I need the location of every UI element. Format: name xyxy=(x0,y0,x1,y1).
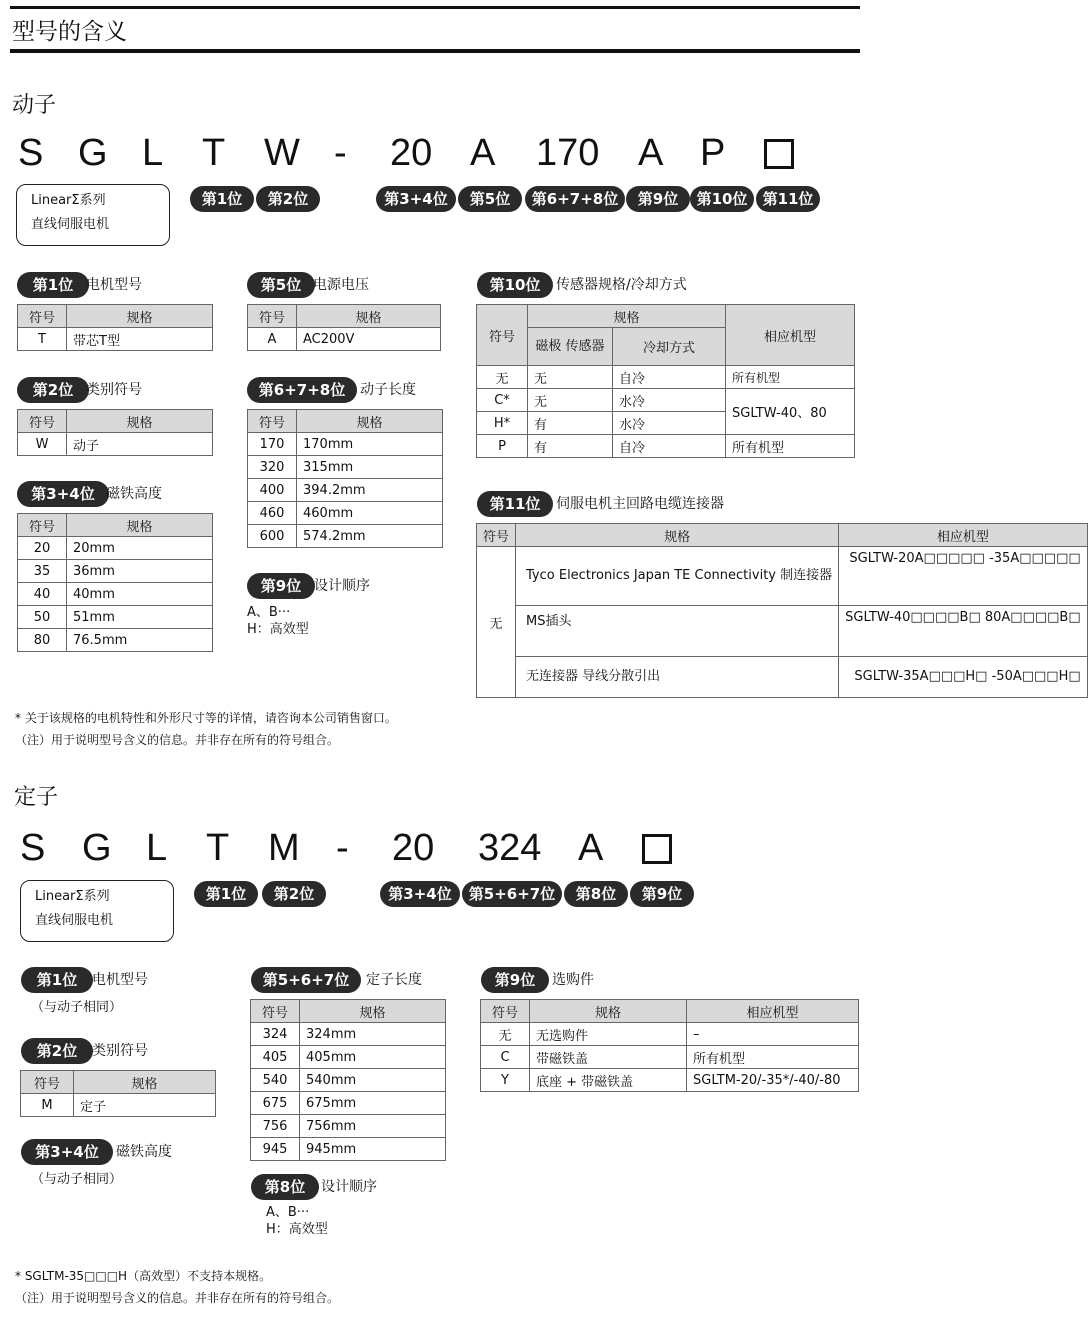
table-cell: 40mm xyxy=(67,583,213,606)
same-as-mover-note: （与动子相同） xyxy=(31,1000,123,1015)
position-pill: 第1位 xyxy=(21,967,93,993)
table-row xyxy=(248,328,441,351)
position-pill: 第2位 xyxy=(21,1038,93,1064)
position-pill: 第3+4位 xyxy=(21,1139,113,1165)
section-label: 传感器规格/冷却方式 xyxy=(556,277,687,293)
table-cell: Tyco Electronics Japan TE Connectivity 制连接器 xyxy=(516,547,839,606)
table-cell: H* xyxy=(477,412,528,435)
table-cell: SGLTW-40、80 xyxy=(726,389,855,435)
table-cell: 所有机型 xyxy=(687,1046,859,1069)
section-label: 磁铁高度 xyxy=(116,1144,172,1160)
table-cell: C xyxy=(481,1046,530,1069)
position-pill: 第6+7+8位 xyxy=(525,186,625,212)
table-header: 冷却方式 xyxy=(613,328,726,366)
table-cell: 带芯T型 xyxy=(67,328,213,351)
table-cell: SGLTW-20A□□□□□ -35A□□□□□ xyxy=(839,547,1088,606)
table-cell: A xyxy=(248,328,297,351)
table-header: 规格 xyxy=(516,524,839,547)
table-header: 相应机型 xyxy=(726,305,855,366)
table-row xyxy=(477,547,1088,606)
footnote: （注）用于说明型号含义的信息。并非存在所有的符号组合。 xyxy=(15,733,340,747)
code-char: L xyxy=(142,132,164,174)
section-label: 伺服电机主回路电缆连接器 xyxy=(556,496,724,512)
code-char: 324 xyxy=(478,827,542,869)
table-header: 符号 xyxy=(248,305,297,328)
table-cell: 无 xyxy=(481,1023,530,1046)
table-cell: 35 xyxy=(18,560,67,583)
table-cell: 无 xyxy=(477,547,516,698)
table-cell: 320 xyxy=(248,456,297,479)
table-header: 规格 xyxy=(67,514,213,537)
section-label: 定子长度 xyxy=(366,972,422,988)
series-desc: 直线伺服电机 xyxy=(31,217,110,232)
stator-category-table xyxy=(20,1070,216,1117)
code-char: A xyxy=(470,132,496,174)
table-cell: 324mm xyxy=(300,1023,446,1046)
page-title: 型号的含义 xyxy=(12,19,127,45)
position-pill: 第1位 xyxy=(17,272,89,298)
code-blank-box xyxy=(642,834,672,864)
design-order-line: A、B··· xyxy=(266,1205,310,1220)
table-row xyxy=(477,657,1088,698)
series-name: LinearΣ系列 xyxy=(31,193,106,208)
table-row xyxy=(248,479,443,502)
table-header: 规格 xyxy=(300,1000,446,1023)
table-cell: 460mm xyxy=(297,502,443,525)
table-cell: 有 xyxy=(528,412,613,435)
table-row xyxy=(477,366,855,389)
table-row xyxy=(251,1115,446,1138)
table-cell: 394.2mm xyxy=(297,479,443,502)
table-row xyxy=(481,1023,859,1046)
position-pill: 第3+4位 xyxy=(17,481,109,507)
position-pill: 第1位 xyxy=(194,881,258,907)
table-cell: 945mm xyxy=(300,1138,446,1161)
table-cell: 无 xyxy=(528,389,613,412)
table-row xyxy=(18,328,213,351)
table-cell: 675mm xyxy=(300,1092,446,1115)
table-cell: SGLTM-20/-35*/-40/-80 xyxy=(687,1069,859,1092)
mover-section-title: 动子 xyxy=(12,93,57,118)
table-cell: 315mm xyxy=(297,456,443,479)
table-cell: 动子 xyxy=(67,433,213,456)
design-order-line: H：高效型 xyxy=(247,622,309,637)
table-row xyxy=(248,502,443,525)
motor-type-table xyxy=(17,304,213,351)
table-row xyxy=(477,435,855,458)
sensor-cooling-table xyxy=(476,304,855,458)
table-header: 符号 xyxy=(481,1000,530,1023)
section-label: 电机型号 xyxy=(92,972,148,988)
table-cell: 405 xyxy=(251,1046,300,1069)
table-cell: 自冷 xyxy=(613,435,726,458)
code-char: - xyxy=(334,132,347,174)
table-cell: 水冷 xyxy=(613,389,726,412)
position-pill: 第1位 xyxy=(190,186,254,212)
table-header: 符号 xyxy=(21,1071,74,1094)
options-table xyxy=(480,999,859,1092)
table-cell: 945 xyxy=(251,1138,300,1161)
category-table xyxy=(17,409,213,456)
code-char: 20 xyxy=(390,132,433,174)
table-cell: SGLTW-40□□□□B□ 80A□□□□B□ xyxy=(839,606,1088,657)
table-row xyxy=(251,1023,446,1046)
table-cell: 756mm xyxy=(300,1115,446,1138)
table-header: 规格 xyxy=(297,305,441,328)
position-pill: 第9位 xyxy=(630,881,694,907)
table-cell: 定子 xyxy=(74,1094,216,1117)
table-cell: 带磁铁盖 xyxy=(530,1046,687,1069)
table-cell: 底座 + 带磁铁盖 xyxy=(530,1069,687,1092)
series-desc: 直线伺服电机 xyxy=(35,913,114,928)
code-char: A xyxy=(638,132,664,174)
table-cell: 40 xyxy=(18,583,67,606)
table-cell: Y xyxy=(481,1069,530,1092)
footnote: * SGLTM-35□□□H（高效型）不支持本规格。 xyxy=(15,1269,272,1283)
section-label: 电机型号 xyxy=(86,277,142,293)
table-row xyxy=(18,433,213,456)
table-cell: 170mm xyxy=(297,433,443,456)
table-cell: 170 xyxy=(248,433,297,456)
table-header: 符号 xyxy=(248,410,297,433)
footnote: * 关于该规格的电机特性和外形尺寸等的详情，请咨询本公司销售窗口。 xyxy=(15,711,397,725)
table-cell: 756 xyxy=(251,1115,300,1138)
table-row xyxy=(481,1069,859,1092)
code-char: L xyxy=(146,827,168,869)
table-header: 规格 xyxy=(297,410,443,433)
table-header: 符号 xyxy=(477,524,516,547)
table-cell: C* xyxy=(477,389,528,412)
table-cell: SGLTW-35A□□□H□ -50A□□□H□ xyxy=(839,657,1088,698)
code-char: S xyxy=(20,827,46,869)
table-row xyxy=(18,583,213,606)
code-char: T xyxy=(202,132,226,174)
series-name: LinearΣ系列 xyxy=(35,889,110,904)
table-header: 符号 xyxy=(18,305,67,328)
table-cell: W xyxy=(18,433,67,456)
table-header: 规格 xyxy=(528,305,726,328)
table-row xyxy=(18,560,213,583)
table-row xyxy=(18,606,213,629)
table-cell: AC200V xyxy=(297,328,441,351)
section-label: 电源电压 xyxy=(313,277,369,293)
table-row xyxy=(251,1138,446,1161)
section-label: 类别符号 xyxy=(86,382,142,398)
voltage-table xyxy=(247,304,441,351)
table-header: 相应机型 xyxy=(687,1000,859,1023)
code-char: W xyxy=(264,132,300,174)
code-char: G xyxy=(82,827,112,869)
code-char: M xyxy=(268,827,300,869)
table-row xyxy=(251,1092,446,1115)
table-cell: 20 xyxy=(18,537,67,560)
position-pill: 第9位 xyxy=(626,186,690,212)
position-pill: 第10位 xyxy=(690,186,754,212)
table-header: 磁极 传感器 xyxy=(528,328,613,366)
position-pill: 第5位 xyxy=(458,186,522,212)
position-pill: 第2位 xyxy=(256,186,320,212)
table-cell: 574.2mm xyxy=(297,525,443,548)
position-pill: 第9位 xyxy=(481,967,549,993)
table-row xyxy=(477,389,855,412)
code-char: - xyxy=(336,827,349,869)
code-char: A xyxy=(578,827,604,869)
code-char: S xyxy=(18,132,44,174)
code-char: G xyxy=(78,132,108,174)
position-pill: 第3+4位 xyxy=(380,881,460,907)
position-pill: 第11位 xyxy=(756,186,820,212)
position-pill: 第9位 xyxy=(247,573,315,599)
table-header: 规格 xyxy=(530,1000,687,1023)
code-blank-box xyxy=(764,139,794,169)
position-pill: 第6+7+8位 xyxy=(247,377,357,403)
table-cell: 水冷 xyxy=(613,412,726,435)
section-label: 设计顺序 xyxy=(321,1179,377,1195)
table-cell: 405mm xyxy=(300,1046,446,1069)
table-cell: – xyxy=(687,1023,859,1046)
section-label: 选购件 xyxy=(552,972,594,988)
table-cell: 51mm xyxy=(67,606,213,629)
table-cell: 600 xyxy=(248,525,297,548)
section-label: 设计顺序 xyxy=(314,578,370,594)
table-cell: 无连接器 导线分散引出 xyxy=(516,657,839,698)
table-cell: 400 xyxy=(248,479,297,502)
table-row xyxy=(21,1094,216,1117)
code-char: 170 xyxy=(536,132,600,174)
position-pill: 第10位 xyxy=(477,272,553,298)
position-pill: 第8位 xyxy=(564,881,628,907)
mover-length-table xyxy=(247,409,443,548)
table-row xyxy=(248,456,443,479)
position-pill: 第5+6+7位 xyxy=(251,967,361,993)
position-pill: 第8位 xyxy=(251,1174,319,1200)
position-pill: 第5+6+7位 xyxy=(462,881,562,907)
table-cell: M xyxy=(21,1094,74,1117)
table-cell: 36mm xyxy=(67,560,213,583)
table-cell: 所有机型 xyxy=(726,366,855,389)
series-box xyxy=(16,184,170,246)
table-cell: 有 xyxy=(528,435,613,458)
table-header: 规格 xyxy=(67,410,213,433)
section-label: 磁铁高度 xyxy=(106,486,162,502)
position-pill: 第11位 xyxy=(477,491,553,517)
table-header: 相应机型 xyxy=(839,524,1088,547)
series-box xyxy=(20,880,174,942)
table-header: 规格 xyxy=(67,305,213,328)
table-header: 规格 xyxy=(74,1071,216,1094)
table-cell: 324 xyxy=(251,1023,300,1046)
table-row xyxy=(481,1046,859,1069)
magnet-height-table xyxy=(17,513,213,652)
table-cell: 80 xyxy=(18,629,67,652)
table-row xyxy=(251,1046,446,1069)
table-header: 符号 xyxy=(18,514,67,537)
table-header: 符号 xyxy=(477,305,528,366)
section-label: 类别符号 xyxy=(92,1043,148,1059)
table-cell: 675 xyxy=(251,1092,300,1115)
code-char: T xyxy=(206,827,230,869)
table-cell: MS插头 xyxy=(516,606,839,657)
connector-table xyxy=(476,523,1088,698)
table-cell: P xyxy=(477,435,528,458)
table-row xyxy=(248,525,443,548)
stator-section-title: 定子 xyxy=(14,785,59,810)
table-row xyxy=(18,629,213,652)
code-char: 20 xyxy=(392,827,435,869)
table-row xyxy=(248,433,443,456)
position-pill: 第5位 xyxy=(247,272,315,298)
design-order-line: A、B··· xyxy=(247,605,291,620)
table-row xyxy=(251,1069,446,1092)
stator-length-table xyxy=(250,999,446,1161)
footnote: （注）用于说明型号含义的信息。并非存在所有的符号组合。 xyxy=(15,1291,340,1305)
table-cell: 无 xyxy=(477,366,528,389)
table-header: 符号 xyxy=(18,410,67,433)
position-pill: 第2位 xyxy=(262,881,326,907)
section-label: 动子长度 xyxy=(360,382,416,398)
table-cell: 540 xyxy=(251,1069,300,1092)
table-cell: 无 xyxy=(528,366,613,389)
table-header: 符号 xyxy=(251,1000,300,1023)
table-cell: 自冷 xyxy=(613,366,726,389)
code-char: P xyxy=(700,132,726,174)
position-pill: 第3+4位 xyxy=(376,186,456,212)
table-cell: 无选购件 xyxy=(530,1023,687,1046)
table-cell: 460 xyxy=(248,502,297,525)
table-cell: 50 xyxy=(18,606,67,629)
position-pill: 第2位 xyxy=(17,377,89,403)
table-cell: T xyxy=(18,328,67,351)
table-row xyxy=(477,606,1088,657)
table-cell: 所有机型 xyxy=(726,435,855,458)
table-cell: 20mm xyxy=(67,537,213,560)
design-order-line: H：高效型 xyxy=(266,1222,328,1237)
page-title-bar xyxy=(10,6,860,53)
table-row xyxy=(18,537,213,560)
same-as-mover-note: （与动子相同） xyxy=(31,1172,123,1187)
table-cell: 76.5mm xyxy=(67,629,213,652)
table-cell: 540mm xyxy=(300,1069,446,1092)
